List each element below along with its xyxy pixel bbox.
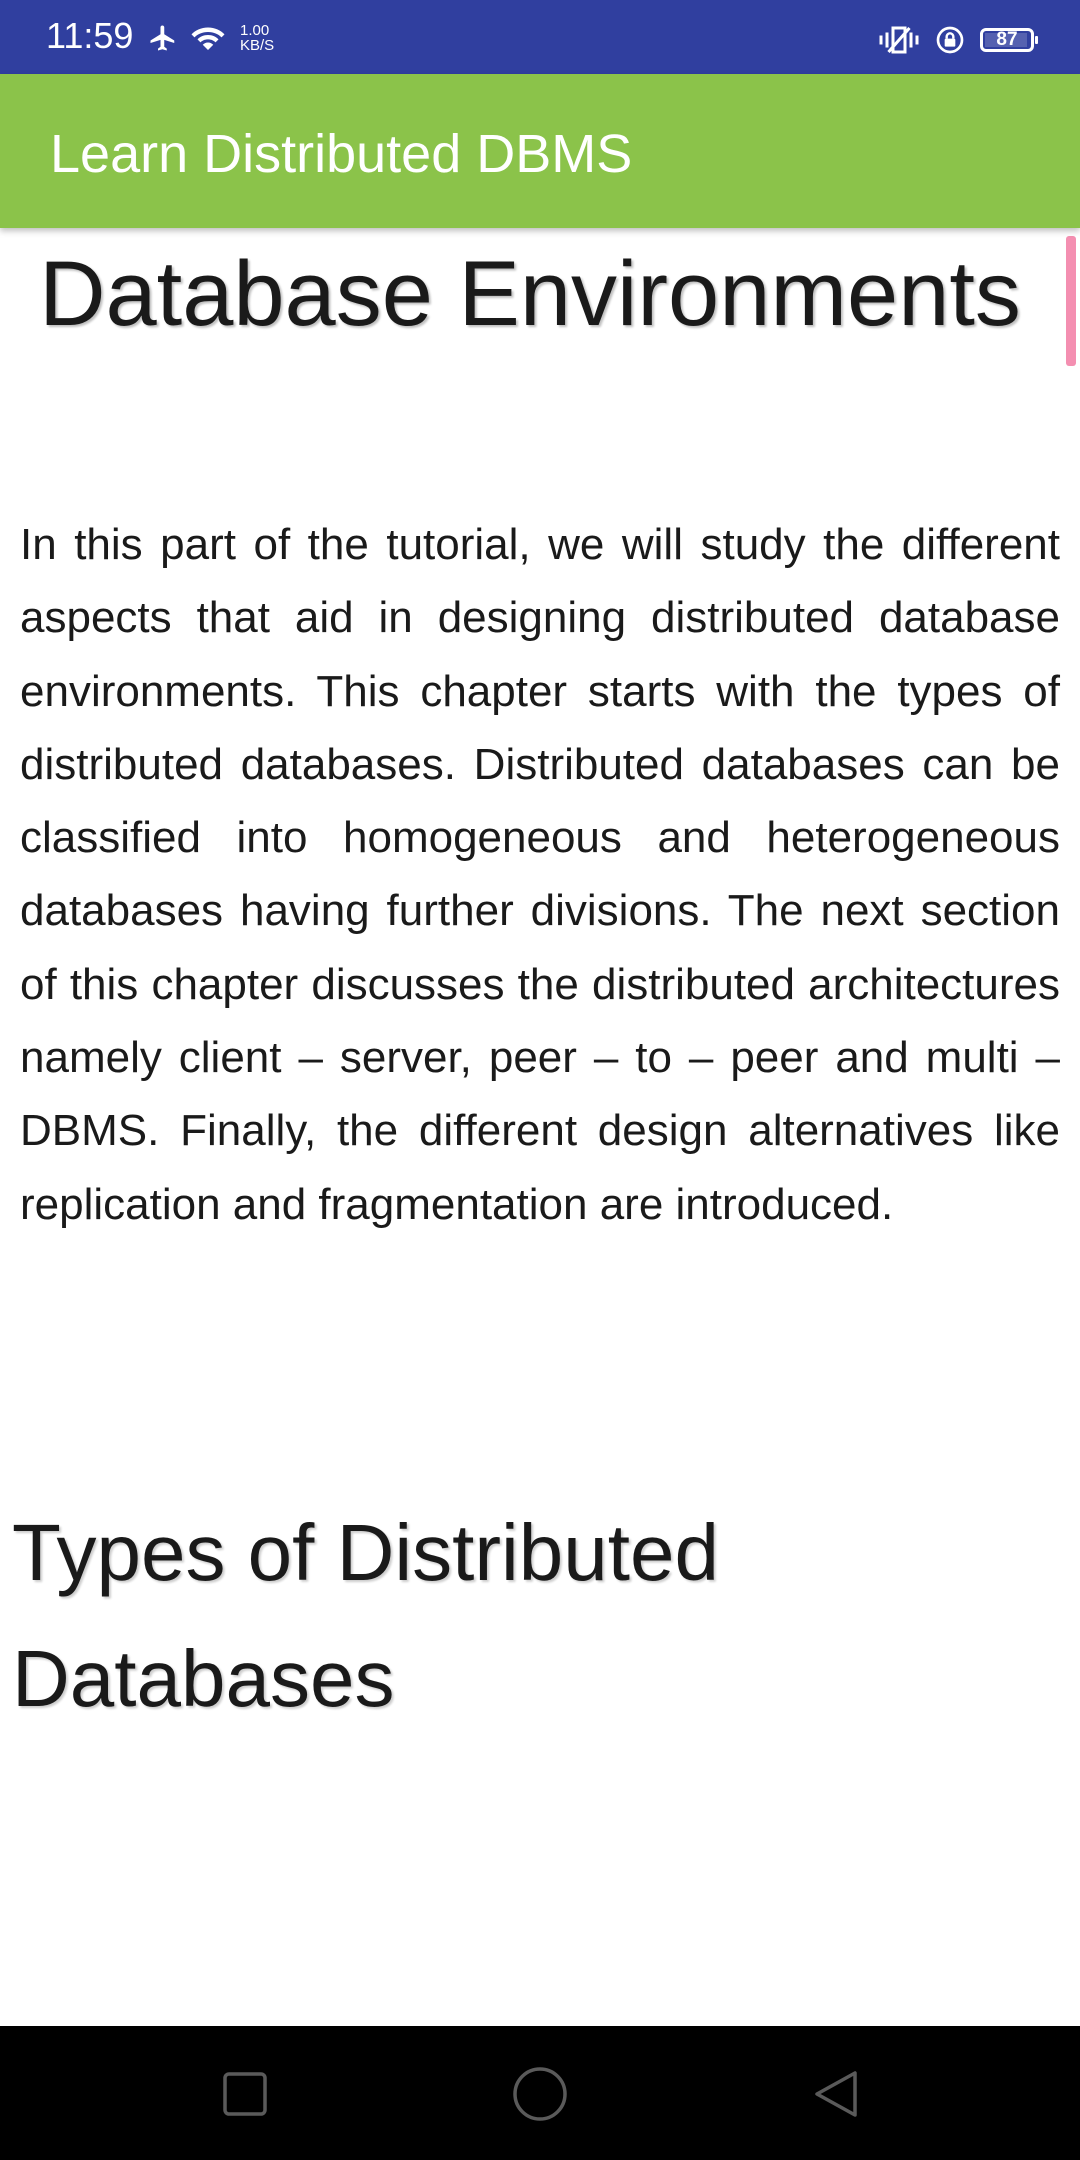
recents-icon bbox=[222, 2071, 268, 2117]
battery-icon bbox=[980, 28, 1034, 52]
article-content[interactable] bbox=[0, 228, 1080, 1780]
recents-button[interactable] bbox=[213, 2062, 277, 2126]
wifi-icon bbox=[190, 23, 226, 53]
battery-level: 87 bbox=[996, 29, 1018, 50]
status-time: 11:59 bbox=[46, 15, 134, 56]
network-speed-unit: KB/S bbox=[240, 37, 275, 54]
network-speed-value: 1.00 bbox=[240, 22, 270, 39]
home-button[interactable] bbox=[508, 2062, 572, 2126]
app-bar bbox=[0, 74, 1080, 228]
home-icon bbox=[512, 2066, 568, 2122]
back-button[interactable] bbox=[804, 2062, 868, 2126]
vibrate-icon bbox=[878, 25, 920, 55]
status-left-icons bbox=[148, 18, 274, 58]
content-blank-area bbox=[0, 1776, 1080, 2008]
status-bar bbox=[0, 0, 1080, 74]
status-right-icons bbox=[864, 20, 1034, 60]
airplane-mode-icon bbox=[148, 23, 178, 53]
page-heading: Database Environments bbox=[39, 243, 1021, 345]
scroll-indicator bbox=[1066, 236, 1076, 366]
network-speed bbox=[240, 23, 274, 53]
back-icon bbox=[811, 2069, 861, 2119]
intro-paragraph: In this part of the tutorial, we will study the different aspects that aid in designing distributed database environments. This chapter starts with the types of distributed databases. Distributed databases can be classified into homogeneous and heterogeneous databases having further divisions. The next section of this chapter discusses the distributed architectures namely client – server, peer – to – peer and multi – DBMS. Finally, the different design alternatives like replication and fragmentation are introduced. bbox=[20, 520, 1060, 1229]
rotation-lock-icon bbox=[934, 24, 966, 56]
navigation-bar bbox=[0, 2026, 1080, 2160]
app-title: Learn Distributed DBMS bbox=[50, 124, 633, 184]
section-heading: Types of Distributed Databases bbox=[12, 1508, 719, 1723]
